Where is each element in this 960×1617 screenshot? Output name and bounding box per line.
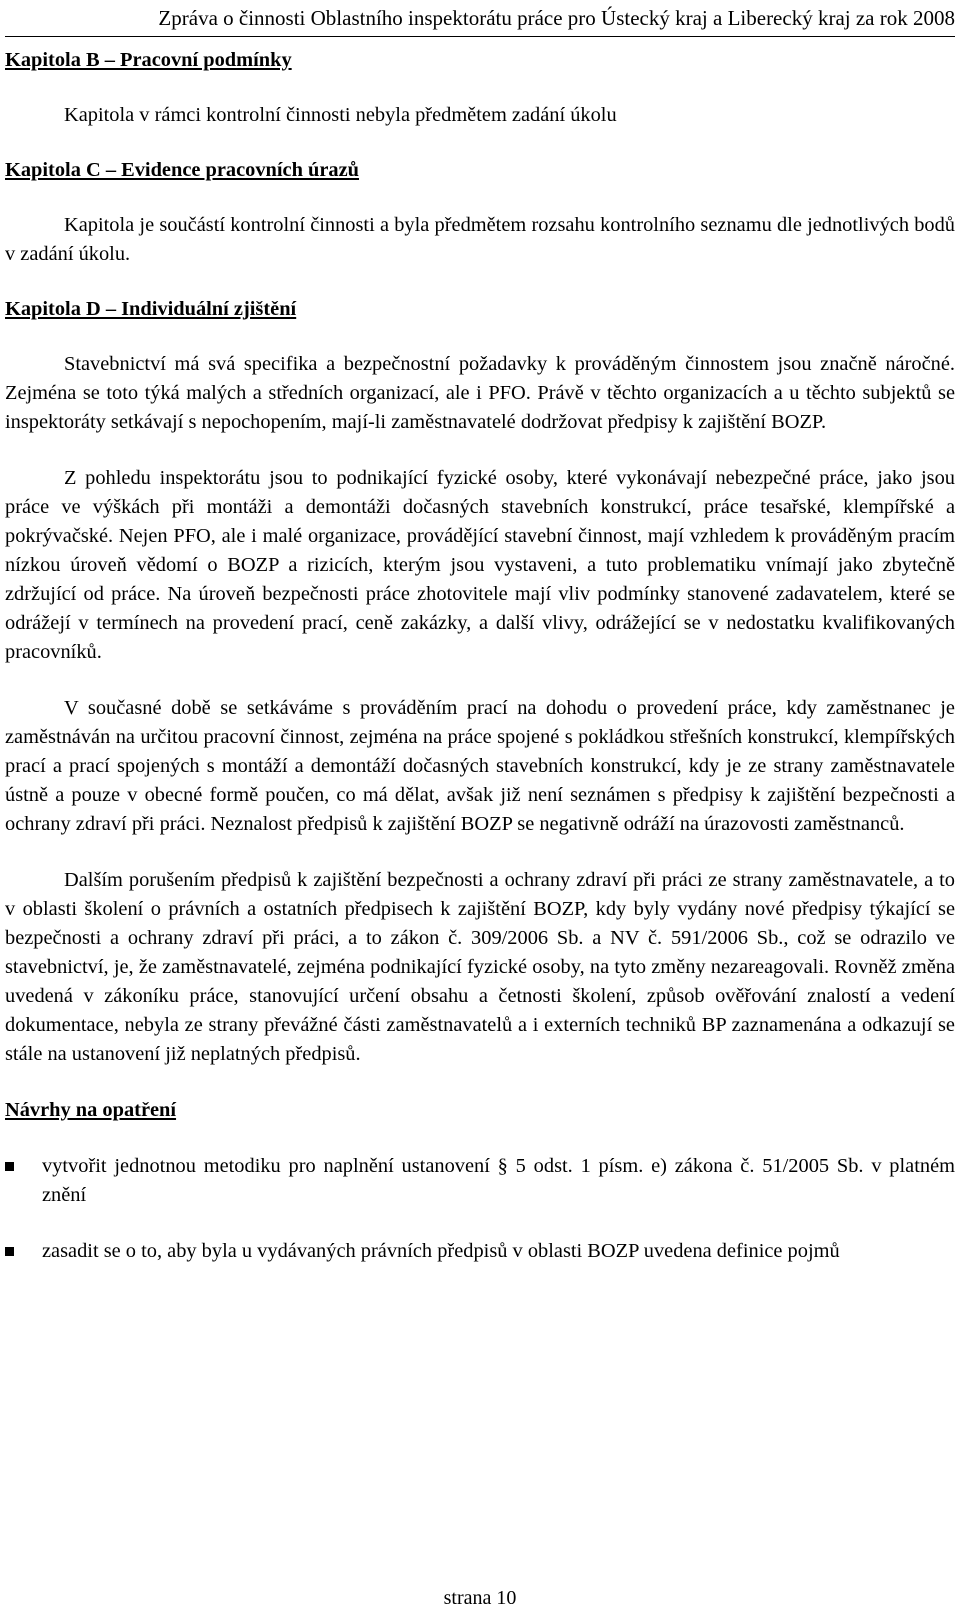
heading-kapitola-c: Kapitola C – Evidence pracovních úrazů (5, 159, 360, 181)
paragraph-kapitola-b: Kapitola v rámci kontrolní činnosti nebyla předmětem zadání úkolu (64, 104, 617, 126)
list-item-text: vytvořit jednotnou metodiku pro naplnění ustanovení § 5 odst. 1 písm. e) zákona č. 51/2005 Sb. v platném znění (42, 1155, 955, 1206)
list-item (5, 1237, 955, 1266)
page-header: Zpráva o činnosti Oblastního inspektorátu práce pro Ústecký kraj a Liberecký kraj za rok 2008 (5, 4, 955, 37)
square-bullet-icon (5, 1247, 14, 1256)
square-bullet-icon (5, 1162, 14, 1171)
page-number: strana 10 (443, 1587, 517, 1609)
paragraph-kapitola-d-4: Dalším porušením předpisů k zajištění bezpečnosti a ochrany zdraví při práci ze strany zaměstnavatele, a to v oblasti školení o právních a ostatních předpisech k zajištění BOZP, kdy byly vydány nové předpisy týkající se bezpečnosti a ochrany zdraví při práci, a to zákon č. 309/2006 Sb. a NV č. 591/2006 Sb., což se odrazilo ve stavebnictví, je, že zaměstnavatelé, zejména podnikající fyzické osoby, na tyto změny nezareagovali. Rovněž změna uvedená v zákoníku práce, stanovující určení obsahu a četnosti školení, způsob ověřování znalostí a vedení dokumentace, nebyla ze strany převážné části zaměstnavatelů a i externích techniků BP zaznamenána a odkazují se stále na ustanovení již neplatných předpisů. (5, 869, 955, 1065)
paragraph-kapitola-c: Kapitola je součástí kontrolní činnosti a byla předmětem rozsahu kontrolního seznamu dle jednotlivých bodů v zadání úkolu. (5, 214, 955, 265)
list-item (5, 1152, 955, 1210)
paragraph-kapitola-d-2: Z pohledu inspektorátu jsou to podnikající fyzické osoby, které vykonávají nebezpečné práce, jako jsou práce ve výškách při montáži a demontáži dočasných stavebních konstrukcí, práce tesařské, klempířské a pokrývačské. Nejen PFO, ale i malé organizace, provádějící stavební činnost, mají vzhledem k prováděným pracím nízkou úroveň vědomí o BOZP a rizicích, kterým jsou vystaveni, a tuto problematiku vnímají jako zbytečně zdržující od práce. Na úroveň bezpečnosti práce zhotovitele mají vliv podmínky stanovené zadavatelem, které se odrážejí v termínech na provedení prací, ceně zakázky, a další vlivy, odrážející se v nedostatku kvalifikovaných pracovníků. (5, 467, 955, 663)
list-item-text: zasadit se o to, aby byla u vydávaných právních předpisů v oblasti BOZP uvedena definice pojmů (42, 1240, 840, 1262)
heading-navrhy-na-opatreni: Návrhy na opatření (5, 1099, 177, 1121)
document-body (5, 46, 955, 1266)
heading-kapitola-d: Kapitola D – Individuální zjištění (5, 298, 297, 320)
paragraph-kapitola-d-1: Stavebnictví má svá specifika a bezpečnostní požadavky k prováděným činnostem jsou značně náročné. Zejména se toto týká malých a středních organizací, ale i PFO. Právě v těchto organizacích a u těchto subjektů se inspektoráty setkávají s nepochopením, mají-li zaměstnavatelé dodržovat předpisy k zajištění BOZP. (5, 353, 955, 433)
bullet-list (5, 1152, 955, 1266)
heading-kapitola-b: Kapitola B – Pracovní podmínky (5, 49, 292, 71)
paragraph-kapitola-d-3: V současné době se setkáváme s prováděním prací na dohodu o provedení práce, kdy zaměstnanec je zaměstnáván na určitou pracovní činnost, zejména na práce spojené s pokládkou střešních konstrukcí, klempířských prací a prací spojených s montáží a demontáží dočasných stavebních konstrukcí, kdy je ze strany zaměstnavatele ústně a pouze v obecné formě poučen, co má dělat, avšak již není seznámen s předpisy k zajištění bezpečnosti a ochrany zdraví při práci. Neznalost předpisů k zajištění BOZP se negativně odráží na úrazovosti zaměstnanců. (5, 697, 955, 835)
